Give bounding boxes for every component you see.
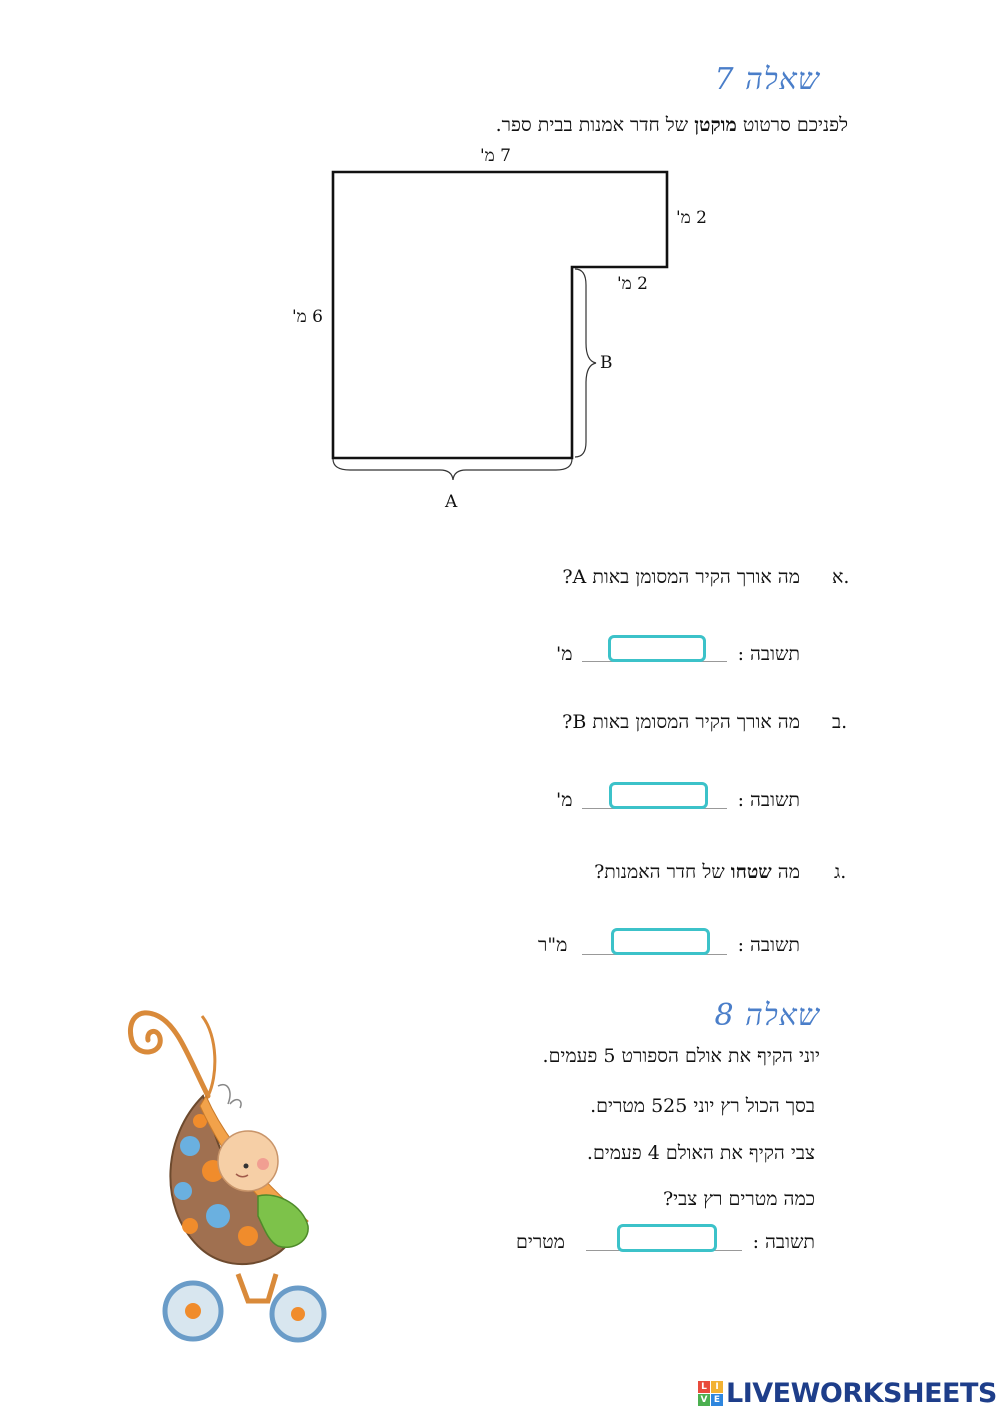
question-8-unit: מטרים: [516, 1231, 565, 1253]
question-8-line-4: כמה מטרים רץ צבי?: [662, 1188, 815, 1210]
part-b-letter: ב.: [832, 711, 848, 733]
question-8-answer-label: תשובה :: [752, 1231, 815, 1253]
logo-letter-l: L: [698, 1381, 710, 1393]
question-8-answer-input[interactable]: [617, 1224, 717, 1252]
intro-text-start: לפניכם סרטוט: [736, 114, 848, 136]
logo-letter-i: I: [711, 1381, 723, 1393]
part-a-question: מה אורך הקיר המסומן באות A?: [562, 566, 800, 588]
label-step-width: 2 מ': [617, 274, 648, 294]
label-b: B: [600, 353, 613, 373]
brace-a: [333, 459, 572, 480]
brace-b: [575, 269, 596, 457]
part-b-answer-label: תשובה :: [737, 789, 800, 811]
part-c-answer-input[interactable]: [611, 928, 710, 955]
part-c-unit: מ"ר: [538, 934, 568, 956]
label-right-height: 2 מ': [676, 208, 707, 228]
part-c-question: [594, 861, 800, 884]
intro-bold-word: מוקטן: [694, 114, 737, 136]
part-b-unit: מ': [556, 789, 573, 811]
question-8-title: שאלה 8: [714, 998, 820, 1033]
label-left-height: 6 מ': [292, 307, 323, 327]
question-8-line-3: צבי הקיף את האולם 4 פעמים.: [586, 1142, 815, 1164]
intro-text-end: של חדר אמנות בבית ספר.: [495, 114, 695, 136]
part-c-question-end: של חדר האמנות?: [594, 861, 731, 883]
part-b-question: מה אורך הקיר המסומן באות B?: [562, 711, 800, 733]
part-a-letter: א.: [832, 566, 850, 588]
part-a-answer-input[interactable]: [608, 635, 706, 662]
floor-plan-diagram: [270, 140, 750, 520]
baby-stroller-illustration: [118, 996, 348, 1356]
logo-letter-v: V: [698, 1394, 710, 1406]
label-a: A: [445, 492, 458, 512]
part-c-question-start: מה: [771, 861, 800, 883]
part-c-letter: ג.: [834, 861, 847, 883]
logo-letter-e: E: [711, 1394, 723, 1406]
label-top-width: 7 מ': [480, 146, 511, 166]
question-7-title: שאלה 7: [714, 62, 820, 97]
question-8-line-2: בסך הכול רץ יוני 525 מטרים.: [590, 1095, 815, 1117]
question-8-line-1: יוני הקיף את אולם הספורט 5 פעמים.: [542, 1045, 820, 1067]
question-7-intro: [496, 114, 848, 137]
logo-squares-icon: [698, 1381, 723, 1406]
part-b-answer-input[interactable]: [609, 782, 708, 809]
logo-text: LIVEWORKSHEETS: [726, 1378, 997, 1409]
room-outline: [333, 172, 667, 458]
part-a-unit: מ': [556, 643, 573, 665]
part-c-question-bold: שטחו: [730, 861, 772, 883]
liveworksheets-logo: [698, 1378, 997, 1409]
part-a-answer-label: תשובה :: [737, 643, 800, 665]
part-c-answer-label: תשובה :: [737, 934, 800, 956]
